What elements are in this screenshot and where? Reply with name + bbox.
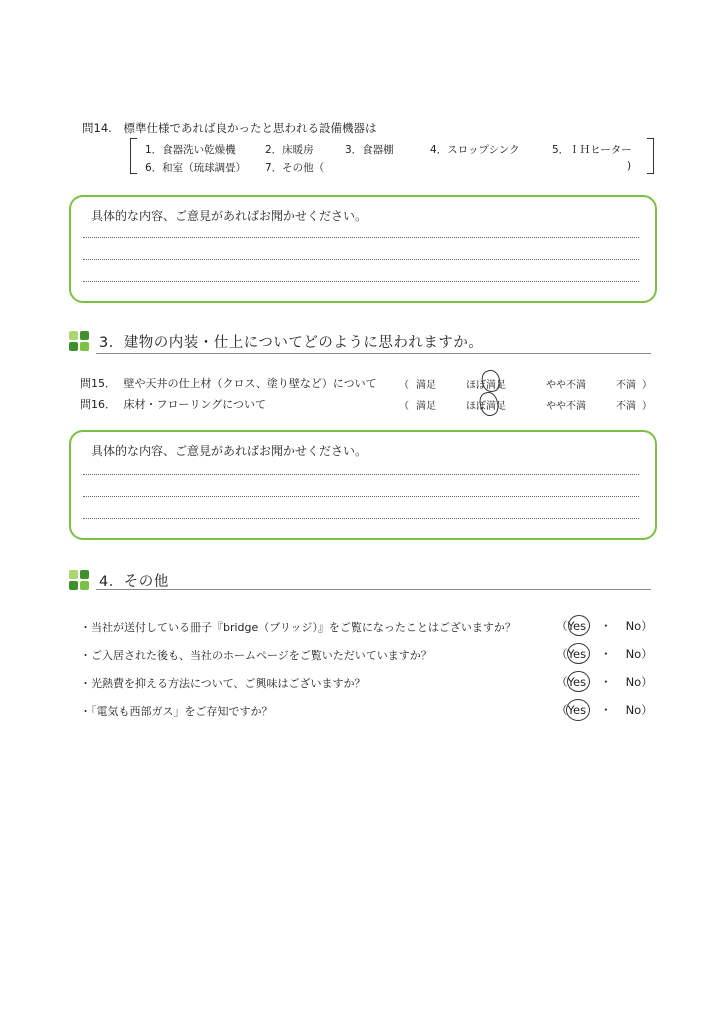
q14-option-3[interactable]: 3．食器棚	[345, 144, 394, 156]
section3-underline	[96, 353, 651, 354]
yn-open: （	[556, 703, 568, 717]
section4-item-4-text: ・「電気も西部ガス」をご存知ですか？	[80, 705, 273, 718]
section3-comment-title: 具体的な内容、ご意見があればお聞かせください。	[91, 444, 368, 458]
q16-rating-somewhat-dissatisfied[interactable]: やや不満	[546, 401, 586, 412]
section4-item-3-no[interactable]: No	[625, 675, 642, 689]
q16-rating-satisfied[interactable]: 満足	[416, 401, 436, 412]
section4-item-2-yes[interactable]: Yes	[567, 647, 587, 661]
section4-item-1-yes[interactable]: Yes	[567, 619, 587, 633]
q14-option-1[interactable]: 1．食器洗い乾燥機	[145, 144, 236, 156]
yn-open: （	[556, 675, 568, 689]
yn-separator: ・	[600, 675, 612, 689]
q14-option-5[interactable]: 5．ＩＨヒーター	[552, 144, 632, 156]
q14-option-2[interactable]: 2．床暖房	[265, 144, 314, 156]
yn-close: ）	[641, 703, 653, 717]
q14-option-6[interactable]: 6．和室（琉球調畳）	[145, 162, 247, 174]
section4-item-3-text: ・光熱費を抑える方法について、ご興味はございますか？	[80, 677, 366, 690]
section4-item-4-no[interactable]: No	[625, 703, 642, 717]
section4-item-4-yes[interactable]: Yes	[567, 703, 587, 717]
section4-title: 4．その他	[99, 574, 169, 590]
comment-line	[83, 474, 639, 475]
section4-underline	[96, 589, 651, 590]
clover-icon	[69, 331, 89, 351]
section4-item-2-yes-circle	[567, 643, 590, 664]
section3-comment-box[interactable]	[69, 430, 657, 540]
section4-item-1-yes-circle	[568, 615, 590, 636]
q15-question	[80, 375, 377, 391]
q14-option-7[interactable]: 7．その他（	[265, 162, 325, 174]
clover-icon	[69, 570, 89, 590]
q16-rating-dissatisfied[interactable]: 不満	[616, 401, 636, 412]
yn-close: ）	[641, 647, 653, 661]
yn-close: ）	[641, 619, 653, 633]
q16-rating-open: （	[399, 401, 409, 412]
q14-comment-title: 具体的な内容、ご意見があればお聞かせください。	[91, 209, 368, 223]
q16-text: 床材・フローリングについて	[123, 398, 267, 411]
q15-rating-somewhat-dissatisfied[interactable]: やや不満	[546, 380, 586, 391]
q15-label: 問15．	[80, 377, 116, 390]
comment-line	[83, 237, 639, 238]
q14-bracket-left	[130, 138, 137, 174]
yn-open: （	[556, 647, 568, 661]
q16-rating-close: ）	[642, 401, 652, 412]
yn-separator: ・	[600, 619, 612, 633]
q15-text: 壁や天井の仕上材（クロス、塗り壁など）について	[123, 377, 377, 390]
section4-item-2-no[interactable]: No	[625, 647, 642, 661]
q14-bracket-right	[647, 138, 654, 174]
yn-open: （	[556, 619, 568, 633]
q15-rating-close: ）	[642, 380, 652, 391]
yn-close: ）	[641, 675, 653, 689]
comment-line	[83, 518, 639, 519]
q15-rating-satisfied[interactable]: 満足	[416, 380, 436, 391]
q15-rating-dissatisfied[interactable]: 不満	[616, 380, 636, 391]
section4-item-2-text: ・ご入居された後も、当社のホームページをご覧いただいていますか？	[80, 649, 432, 662]
q14-comment-box[interactable]	[69, 195, 657, 303]
section4-item-3-yes-circle	[567, 671, 590, 692]
section4-item-1-text: ・当社が送付している冊子『bridge（ブリッジ）』をご覧になったことはございますか？	[80, 621, 516, 634]
yn-separator: ・	[600, 703, 612, 717]
q15-rating-open: （	[399, 380, 409, 391]
section4-item-1-no[interactable]: No	[625, 619, 642, 633]
q16-question	[80, 396, 266, 412]
q16-label: 問16．	[80, 398, 116, 411]
q14-option-7-close: )	[627, 160, 632, 172]
comment-line	[83, 496, 639, 497]
q16-rating-mostly-satisfied[interactable]: ほぼ満足	[466, 401, 506, 412]
section4-item-4-yes-circle	[566, 699, 590, 721]
q14-text: 標準仕様であれば良かったと思われる設備機器は	[123, 121, 377, 135]
section4-item-3-yes[interactable]: Yes	[567, 675, 587, 689]
q15-rating-mostly-satisfied[interactable]: ほぼ満足	[466, 380, 506, 391]
comment-line	[83, 281, 639, 282]
q14-question	[82, 120, 376, 136]
q16-handwritten-mark	[477, 390, 501, 418]
q14-option-4[interactable]: 4．スロップシンク	[430, 144, 520, 156]
yn-separator: ・	[600, 647, 612, 661]
q14-label: 問14.	[82, 121, 112, 135]
section3-title: 3．建物の内装・仕上についてどのように思われますか。	[99, 335, 484, 351]
comment-line	[83, 259, 639, 260]
